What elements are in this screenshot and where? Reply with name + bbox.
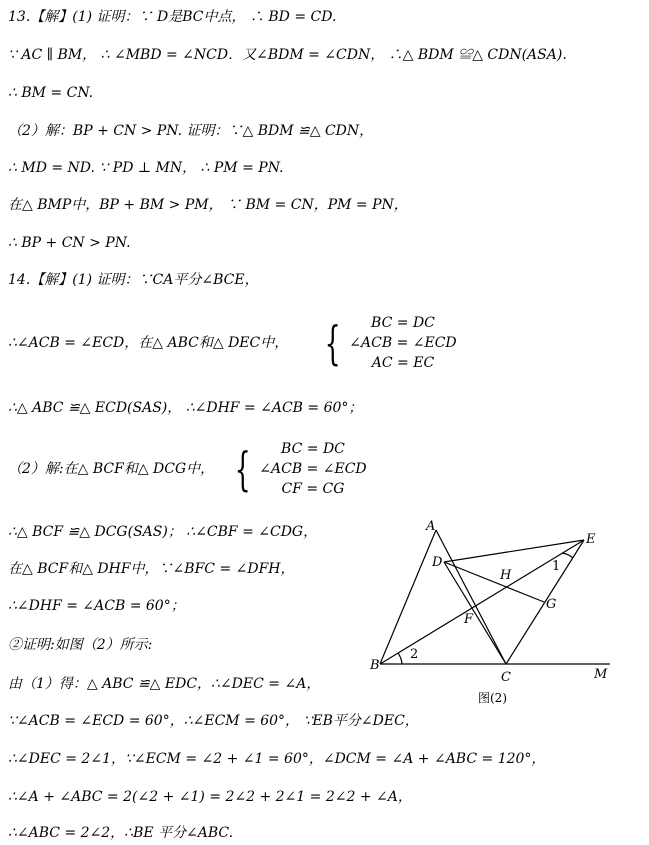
line-14-12: ∴∠A + ∠ABC = 2(∠2 + ∠1) = 2∠2 + 2∠1 = 2∠2 + ∠A，: [8, 789, 412, 805]
label-A: A: [426, 519, 436, 534]
equation-system-2: [228, 439, 367, 499]
segment-AC: [436, 530, 506, 664]
line-14-4: （2）解:在△ BCF和△ DCG中，: [8, 461, 215, 477]
geometry-figure-2: [366, 518, 618, 714]
line-14-3: ∴△ ABC ≌△ ECD(SAS)， ∴∠DHF = ∠ACB = 60°；: [8, 400, 363, 416]
angle-1-label: 1: [552, 559, 561, 574]
line-13-7: ∴ BP + CN > PN.: [8, 235, 131, 251]
angle-2-label: 2: [410, 647, 419, 662]
segment-DC: [444, 562, 506, 664]
label-H: H: [500, 568, 512, 583]
line-14-9: 由（1）得：△ ABC ≌△ EDC，∴∠DEC = ∠A，: [8, 676, 321, 692]
figure-caption: 图(2): [478, 691, 507, 705]
line-14-10: ∵∠ACB = ∠ECD = 60°，∴∠ECM = 60°， ∵EB平分∠DEC，: [8, 713, 419, 729]
line-14-1: 14.【解】(1) 证明：∵CA平分∠BCE，: [8, 272, 259, 288]
line-14-5: ∴△ BCF ≌△ DCG(SAS)； ∴∠CBF = ∠CDG，: [8, 524, 318, 540]
segment-DE: [444, 540, 584, 562]
left-brace: {: [234, 442, 251, 496]
label-E: E: [586, 532, 596, 547]
label-F: F: [464, 612, 474, 627]
system-row: CF = CG: [281, 481, 345, 497]
system-row: BC = DC: [281, 441, 345, 457]
angle-1-arc: [562, 553, 573, 558]
label-M: M: [594, 667, 608, 682]
system-row: ∠ACB = ∠ECD: [259, 461, 367, 477]
segment-DG: [444, 562, 544, 602]
label-D: D: [432, 555, 443, 570]
left-brace: {: [324, 316, 341, 370]
line-14-2: ∴∠ACB = ∠ECD，在△ ABC和△ DEC中，: [8, 335, 289, 351]
segment-BA: [380, 530, 436, 664]
angle-2-arc: [398, 653, 402, 664]
system-row: AC = EC: [371, 355, 435, 371]
line-14-6: 在△ BCF和△ DHF中，∵∠BFC = ∠DFH，: [8, 561, 295, 577]
segment-EC: [506, 540, 584, 664]
line-13-6: 在△ BMP中，BP + BM > PM， ∵ BM = CN，PM = PN，: [8, 197, 408, 213]
system-row: ∠ACB = ∠ECD: [349, 335, 457, 351]
equation-system-1: [318, 313, 457, 373]
line-14-7: ∴∠DHF = ∠ACB = 60°；: [8, 598, 185, 614]
line-13-5: ∴ MD = ND. ∵ PD ⊥ MN， ∴ PM = PN.: [8, 160, 284, 176]
label-G: G: [546, 597, 557, 612]
line-13-4: （2）解：BP + CN > PN. 证明：∵△ BDM ≌△ CDN，: [8, 123, 374, 139]
line-14-11: ∴∠DEC = 2∠1，∵∠ECM = ∠2 + ∠1 = 60°，∠DCM = ∠A + ∠ABC = 120°，: [8, 751, 546, 767]
label-C: C: [501, 670, 511, 685]
label-B: B: [370, 658, 380, 673]
system-rows: [259, 439, 366, 499]
line-13-2: ∵ AC ∥ BM， ∴ ∠MBD = ∠NCD．又∠BDM = ∠CDN， ∴△ BDM ≌△ CDN(ASA).: [8, 47, 567, 63]
system-rows: [349, 313, 456, 373]
line-13-1: 13.【解】(1) 证明：∵ D是BC中点， ∴ BD = CD.: [8, 9, 337, 25]
line-13-3: ∴ BM = CN.: [8, 85, 94, 101]
line-14-8: ②证明:如图（2）所示:: [8, 637, 153, 653]
system-row: BC = DC: [371, 315, 435, 331]
line-14-13: ∴∠ABC = 2∠2，∴BE 平分∠ABC.: [8, 825, 234, 841]
